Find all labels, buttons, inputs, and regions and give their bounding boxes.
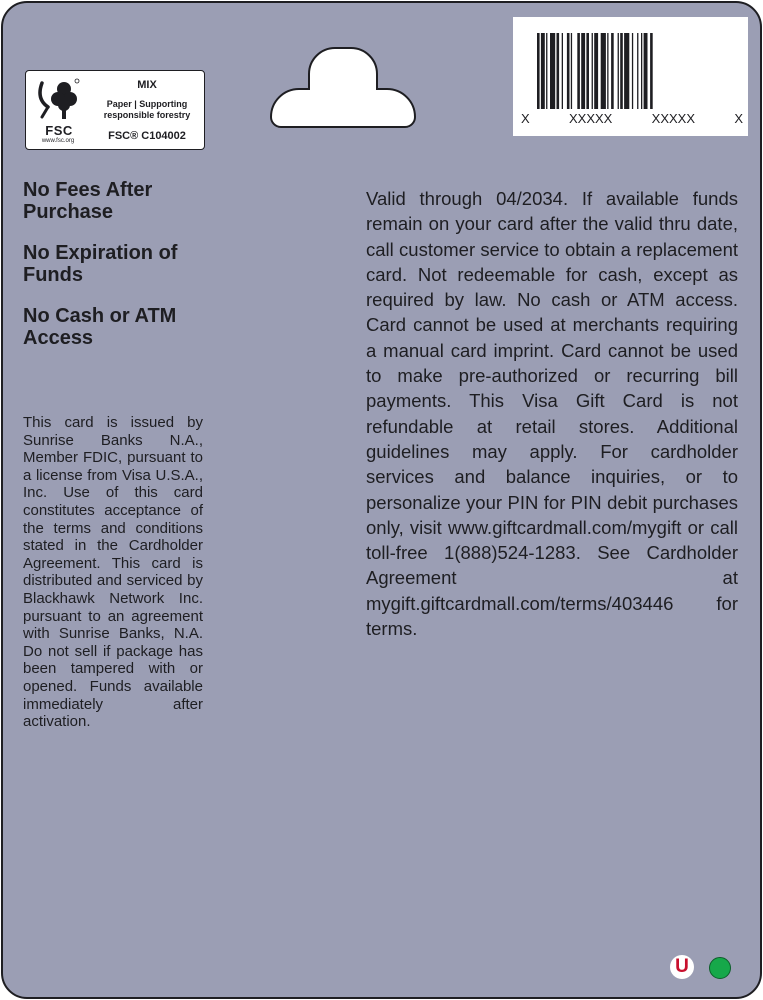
barcode-bar xyxy=(537,33,540,109)
barcode-bar xyxy=(586,33,589,109)
barcode-suffix: X xyxy=(734,111,743,126)
fsc-mix-text: MIX xyxy=(137,79,157,91)
u-symbol-icon: U xyxy=(670,955,694,979)
green-dot-icon xyxy=(709,957,731,979)
barcode-bar xyxy=(567,33,570,109)
barcode-bar xyxy=(581,33,585,109)
barcode-bar xyxy=(562,33,563,109)
fsc-description: Paper | Supporting responsible forestry xyxy=(103,99,191,120)
feature-no-fees: No Fees After Purchase xyxy=(23,179,153,223)
terms-and-conditions: Valid through 04/2034. If available funds remain on your card after the valid thru date, call customer service to obtain a replacement card. Not redeemable for cash, except as required by law. No cash or ATM access. Card cannot be used at merchants requiring a manual card imprint. Card cannot be used to make pre-authorized or recurring bill payments. This Visa Gift Card is not refundable at retail stores. Additional guidelines may apply. For cardholder services and balance inquiries, or to personalize your PIN for PIN debit purchases only, visit www.giftcardmall.com/mygift or call toll-free 1(888)524-1283. See Cardholder Agreement at mygift.giftcardmall.com/terms/403446 for terms. xyxy=(366,188,738,640)
fsc-label xyxy=(25,70,205,150)
barcode-label xyxy=(513,17,748,136)
barcode-bar xyxy=(592,33,593,109)
feature-list xyxy=(23,179,223,368)
barcode-bar xyxy=(541,33,545,109)
barcode-bar xyxy=(620,33,623,109)
fsc-license-code: FSC® C104002 xyxy=(108,130,186,142)
barcode-bar xyxy=(650,33,653,109)
hanger-hole xyxy=(269,38,417,128)
fsc-url-text: www.fsc.org xyxy=(41,138,75,144)
barcode-bar xyxy=(632,33,633,109)
fsc-tree-icon xyxy=(34,77,82,123)
barcode-bar xyxy=(571,33,572,109)
barcode-bar xyxy=(624,33,629,109)
barcode-bar xyxy=(550,33,555,109)
barcode-bar xyxy=(601,33,606,109)
barcode-bar xyxy=(594,33,598,109)
barcode-bar xyxy=(641,33,642,109)
fsc-brand-text: FSC xyxy=(45,123,73,138)
barcode-bar xyxy=(607,33,608,109)
barcode-bar xyxy=(618,33,619,109)
feature-no-cash-atm: No Cash or ATM Access xyxy=(23,305,177,349)
barcode-number-row xyxy=(521,111,743,126)
barcode-bar xyxy=(546,33,547,109)
barcode-bar xyxy=(611,33,614,109)
barcode-group-1: XXXXX xyxy=(568,111,613,126)
barcode-bar xyxy=(557,33,560,109)
gift-card-back xyxy=(1,1,762,999)
barcode-prefix: X xyxy=(521,111,530,126)
barcode-bars xyxy=(537,33,725,109)
feature-no-expiration: No Expiration of Funds xyxy=(23,242,178,286)
barcode-bar xyxy=(577,33,580,109)
barcode-bar xyxy=(644,33,648,109)
barcode-bar xyxy=(637,33,638,109)
barcode-group-2: XXXXX xyxy=(651,111,696,126)
issuer-disclosure: This card is issued by Sunrise Banks N.A., Member FDIC, pursuant to a license from Visa U.S.A., Inc. Use of this card constitutes acceptance of the terms and conditions stated in the Cardholder Agreement. This card is distributed and serviced by Blackhawk Network Inc. pursuant to an agreement with Sunrise Banks, N.A. Do not sell if package has been tampered with or opened. Funds available immediately after activation. xyxy=(23,414,203,731)
